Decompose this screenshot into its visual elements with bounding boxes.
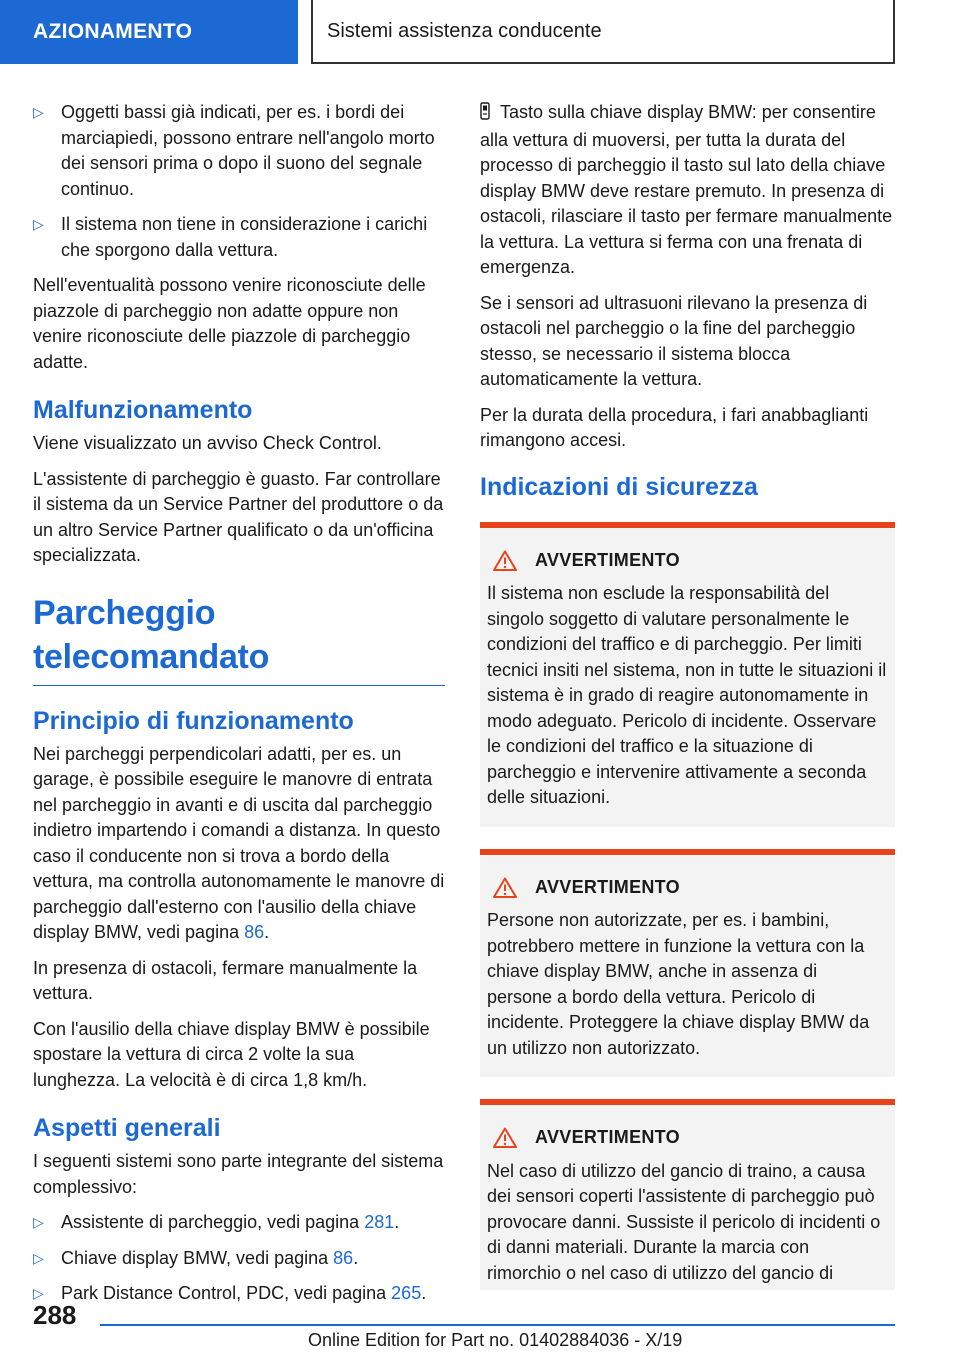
display-key-icon <box>480 102 490 128</box>
paragraph: Nei parcheggi perpendicolari adatti, per es. un garage, è possibile eseguire le manovre di entrata nel parcheggio in avanti e di uscita dal parcheggio indietro impartendo i comandi a distanza. In questo caso il conducente non si trova a bordo della vettura, ma controlla autonomamente le manovre di parcheggio dall'esterno con l'ausilio della chiave display BMW, vedi pagina 86. <box>33 743 445 942</box>
warning-text: Persone non autorizzate, per es. i bambini, potrebbero mettere in funzione la vettura con la chiave display BMW, anche in assenza di persone a bordo della vettura. Pericolo di incidente. Proteggere la chiave display BMW da un utilizzo non autorizzato. <box>487 910 870 1058</box>
warning-text: Il sistema non esclude la responsabilità del singolo soggetto di valutare personalmente le condizioni del traffico e di parcheggio. Per limiti tecnici insiti nel sistema, non in tutte le situazioni il sistema è in grado di reagire autonomamente in modo adeguato. Pericolo di incidente. Osservare le condizioni del traffico e la situazione di parcheggio e intervenire attivamente a seconda delle situazioni. <box>487 583 887 807</box>
paragraph: Con l'ausilio della chiave display BMW è possibile spostare la vettura di circa 2 volte la sua lunghezza. La velocità è di circa 1,8 km/h. <box>33 1018 430 1090</box>
page-number: 288 <box>33 1300 77 1330</box>
left-column <box>33 100 445 1317</box>
triangle-bullet-icon: ▷ <box>33 1214 44 1230</box>
page-link[interactable]: 86 <box>333 1247 354 1268</box>
paragraph: Viene visualizzato un avviso Check Control. <box>33 433 382 453</box>
warning-box <box>480 522 895 827</box>
page-link[interactable]: 86 <box>244 922 265 942</box>
warning-text: Nel caso di utilizzo del gancio di traino, a causa dei sensori coperti l'assistente di parcheggio può provocare danni. Sussiste il pericolo di incidenti o di danni materiali. Durante la marcia con rimorchio o nel caso di utilizzo del gancio di <box>487 1160 881 1283</box>
warning-title: AVVERTIMENTO <box>535 549 680 570</box>
section-title: AZIONAMENTO <box>33 20 193 43</box>
page-link[interactable]: 265 <box>391 1283 422 1303</box>
footer-divider <box>100 1324 895 1326</box>
edition-note: Online Edition for Part no. 01402884036 - X/19 <box>308 1330 683 1350</box>
list-item: ▷ Park Distance Control, PDC, vedi pagina 265. <box>33 1281 445 1307</box>
triangle-bullet-icon: ▷ <box>33 216 44 232</box>
paragraph: Tasto sulla chiave display BMW: per consentire alla vettura di muoversi, per tutta la durata del processo di parcheggio il tasto sul lato della chiave display BMW deve restare premuto. In presenza di ostacoli, rilasciare il tasto per fermare manualmente la vettura. La vettura si ferma con una frenata di emergenza. <box>480 102 893 277</box>
paragraph: In presenza di ostacoli, fermare manualmente la vettura. <box>33 957 418 1003</box>
chapter-title: Sistemi assistenza conducente <box>327 19 602 42</box>
paragraph: I seguenti sistemi sono parte integrante del sistema complessivo: <box>33 1151 444 1197</box>
warning-triangle-icon <box>493 877 517 898</box>
triangle-bullet-icon: ▷ <box>33 104 44 120</box>
section-tab <box>0 0 298 64</box>
list-item: ▷ Oggetti bassi già indicati, per es. i bordi dei marciapiedi, possono entrare nell'angolo morto dei sensori prima o dopo il suono del segnale continuo. <box>33 102 435 199</box>
list-item: ▷ Il sistema non tiene in considerazione i carichi che sporgono dalla vettura. <box>33 214 428 260</box>
page-link[interactable]: 281 <box>364 1212 395 1232</box>
heading-parcheggio-telecomandato: Parcheggio telecomandato <box>33 591 445 686</box>
triangle-bullet-icon: ▷ <box>33 1249 44 1266</box>
right-column <box>480 100 895 1290</box>
paragraph: L'assistente di parcheggio è guasto. Far controllare il sistema da un Service Partner del produttore o da un altro Service Partner qualificato o da un'officina specializzata. <box>33 468 444 565</box>
warning-title: AVVERTIMENTO <box>535 876 680 897</box>
heading-indicazioni-sicurezza: Indicazioni di sicurezza <box>480 472 758 501</box>
chapter-header <box>311 0 895 64</box>
warning-box <box>480 1099 895 1290</box>
triangle-bullet-icon: ▷ <box>33 1285 44 1301</box>
heading-aspetti-generali: Aspetti generali <box>33 1114 221 1142</box>
paragraph: Nell'eventualità possono venire riconosciute delle piazzole di parcheggio non adatte oppure non venire riconosciute delle piazzole di parcheggio adatte. <box>33 275 426 372</box>
warning-box <box>480 849 895 1078</box>
heading-principio: Principio di funzionamento <box>33 706 354 735</box>
heading-malfunzionamento: Malfunzionamento <box>33 396 253 424</box>
paragraph: Per la durata della procedura, i fari anabbaglianti rimangono accesi. <box>480 404 869 450</box>
paragraph: Se i sensori ad ultrasuoni rilevano la presenza di ostacoli nel parcheggio o la fine del parcheggio stesso, se necessario il sistema blocca automaticamente la vettura. <box>480 292 868 389</box>
list-item: ▷ Chiave display BMW, vedi pagina 86. <box>33 1246 445 1272</box>
warning-title: AVVERTIMENTO <box>535 1127 680 1147</box>
list-item: ▷ Assistente di parcheggio, vedi pagina 281. <box>33 1210 445 1236</box>
warning-triangle-icon <box>493 1127 517 1148</box>
warning-triangle-icon <box>493 550 517 571</box>
